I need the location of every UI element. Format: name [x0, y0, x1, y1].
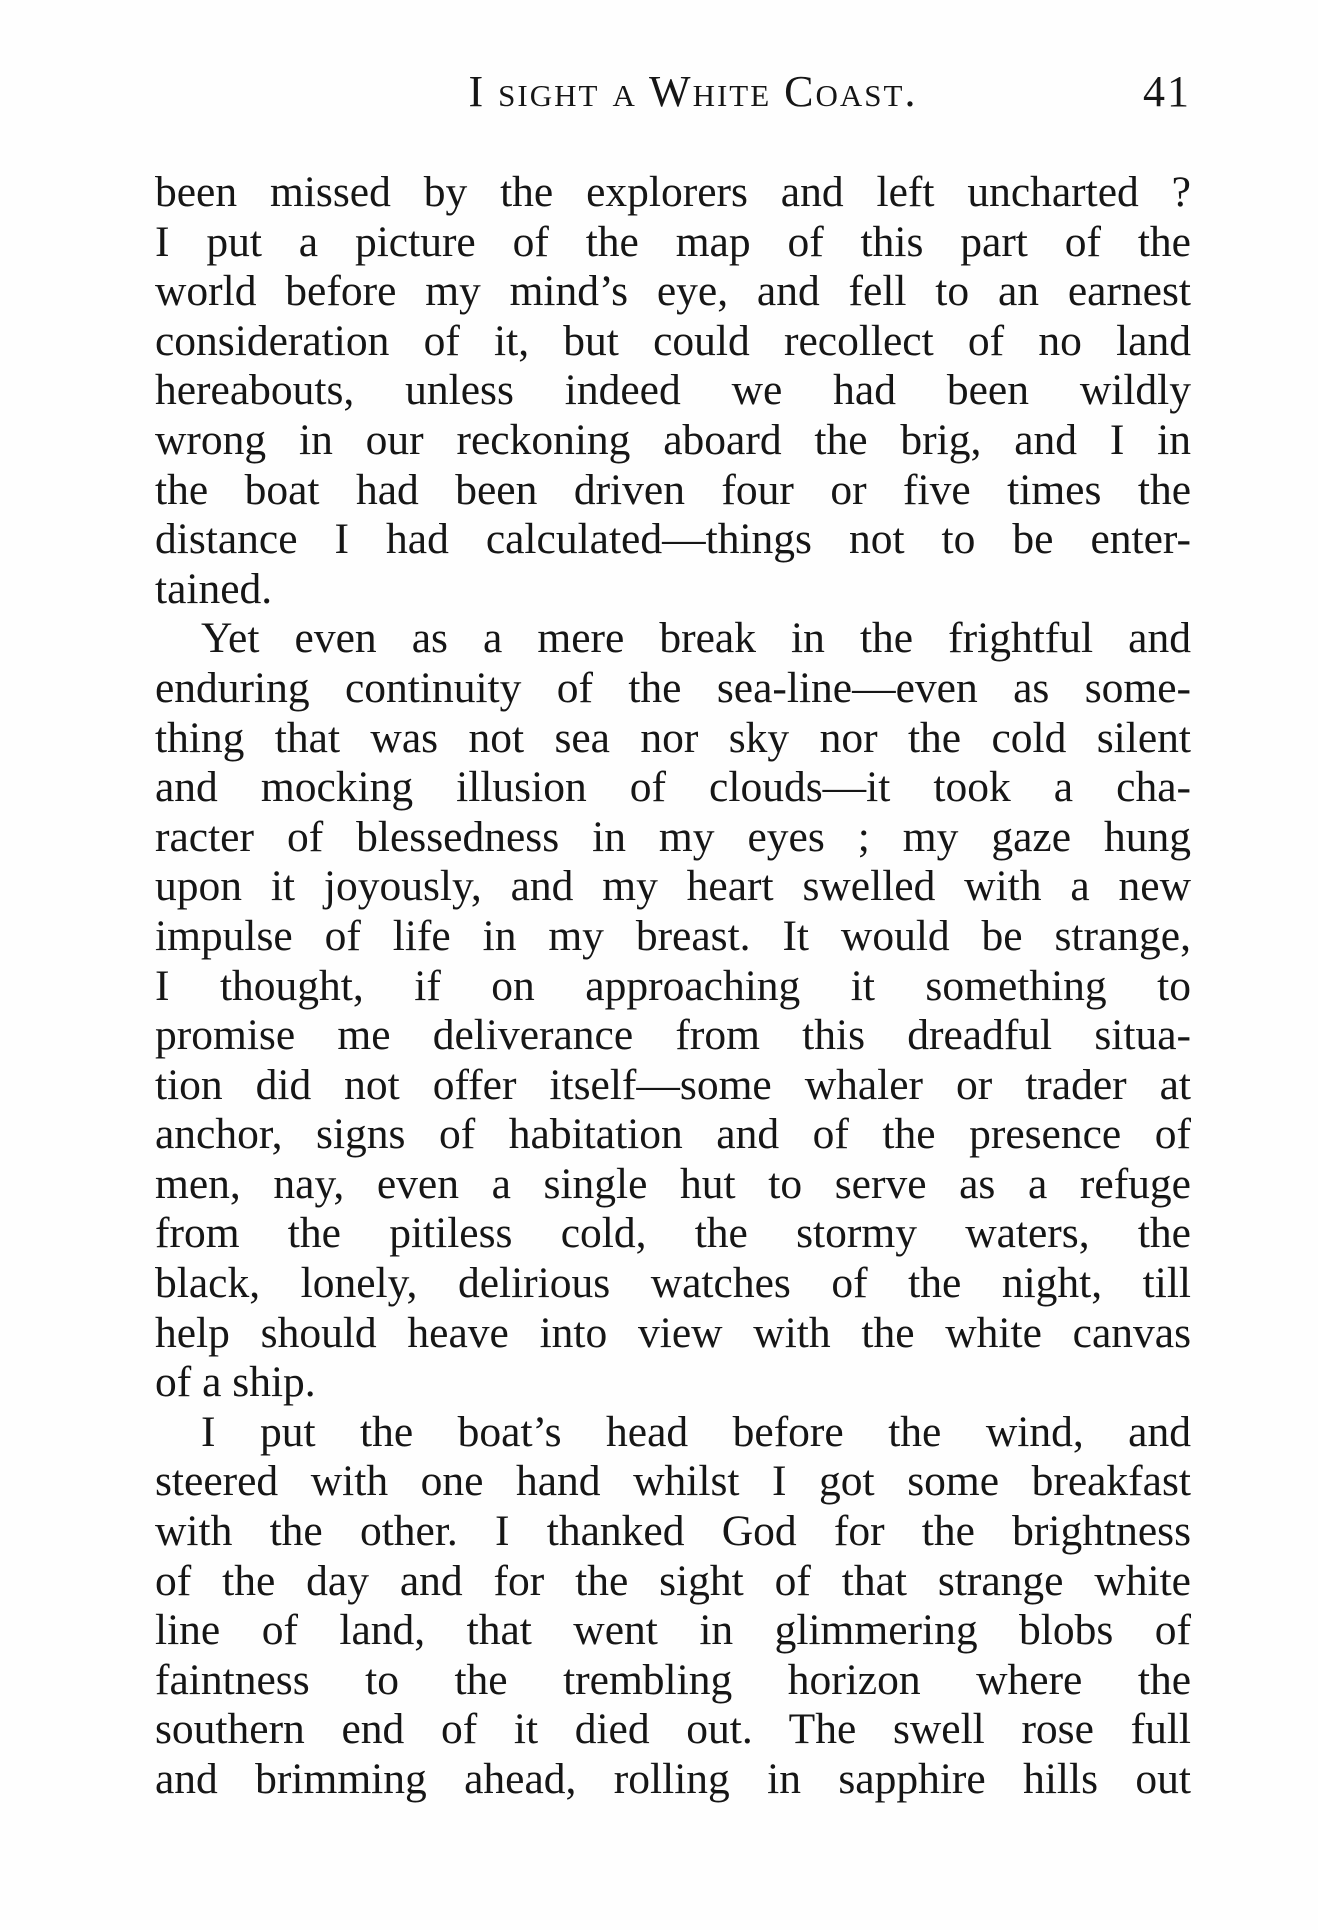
- running-head: [155, 66, 1191, 126]
- paragraph-2: [155, 614, 1191, 1408]
- text-line: men, nay, even a single hut to serve as a refuge: [155, 1159, 1191, 1208]
- paragraph-1: [155, 168, 1191, 614]
- text-line: steered with one hand whilst I got some breakfast: [155, 1457, 1191, 1506]
- text-line: from the pitiless cold, the stormy waters, the: [155, 1209, 1191, 1258]
- text-line: consideration of it, but could recollect of no land: [155, 316, 1191, 365]
- text-line: line of land, that went in glimmering blobs of: [155, 1606, 1191, 1655]
- text-line: tion did not offer itself—some whaler or trader at: [155, 1060, 1191, 1109]
- text-line: of a ship.: [155, 1358, 316, 1407]
- text-line: been missed by the explorers and left uncharted ?: [155, 168, 1191, 216]
- text-line: wrong in our reckoning aboard the brig, and I in: [155, 415, 1191, 464]
- paragraph-3: [155, 1408, 1191, 1805]
- text-line: black, lonely, delirious watches of the night, till: [155, 1259, 1191, 1308]
- text-line: Yet even as a mere break in the frightful and: [201, 614, 1191, 663]
- text-line: racter of blessedness in my eyes ; my gaze hung: [155, 812, 1191, 861]
- text-line: southern end of it died out. The swell rose full: [155, 1705, 1191, 1754]
- text-line: hereabouts, unless indeed we had been wildly: [155, 366, 1191, 415]
- text-line: the boat had been driven four or five times the: [155, 465, 1191, 514]
- text-line: world before my mind’s eye, and fell to an earnest: [155, 267, 1191, 316]
- text-line: enduring continuity of the sea-line—even as some-: [155, 663, 1191, 712]
- text-line: of the day and for the sight of that strange white: [155, 1556, 1191, 1605]
- text-line: upon it joyously, and my heart swelled with a new: [155, 862, 1191, 911]
- text-line: faintness to the trembling horizon where the: [155, 1655, 1191, 1704]
- text-line: and mocking illusion of clouds—it took a cha-: [155, 763, 1191, 812]
- text-line: anchor, signs of habitation and of the presence of: [155, 1110, 1191, 1159]
- text-line: help should heave into view with the white canvas: [155, 1308, 1191, 1357]
- text-line: thing that was not sea nor sky nor the cold silent: [155, 713, 1191, 762]
- text-line: I thought, if on approaching it something to: [155, 961, 1191, 1010]
- text-line: I put a picture of the map of this part of the: [155, 217, 1191, 266]
- text-line: tained.: [155, 564, 273, 613]
- body-text: [155, 168, 1191, 1805]
- page-number: 41: [1143, 67, 1191, 116]
- text-line: impulse of life in my breast. It would be strange,: [155, 911, 1191, 960]
- text-line: distance I had calculated—things not to be enter-: [155, 515, 1191, 564]
- chapter-title: I sight a White Coast.: [468, 67, 918, 116]
- text-line: and brimming ahead, rolling in sapphire hills out: [155, 1755, 1191, 1803]
- text-line: with the other. I thanked God for the brightness: [155, 1507, 1191, 1556]
- text-line: promise me deliverance from this dreadful situa-: [155, 1011, 1191, 1060]
- text-line: I put the boat’s head before the wind, and: [201, 1407, 1191, 1456]
